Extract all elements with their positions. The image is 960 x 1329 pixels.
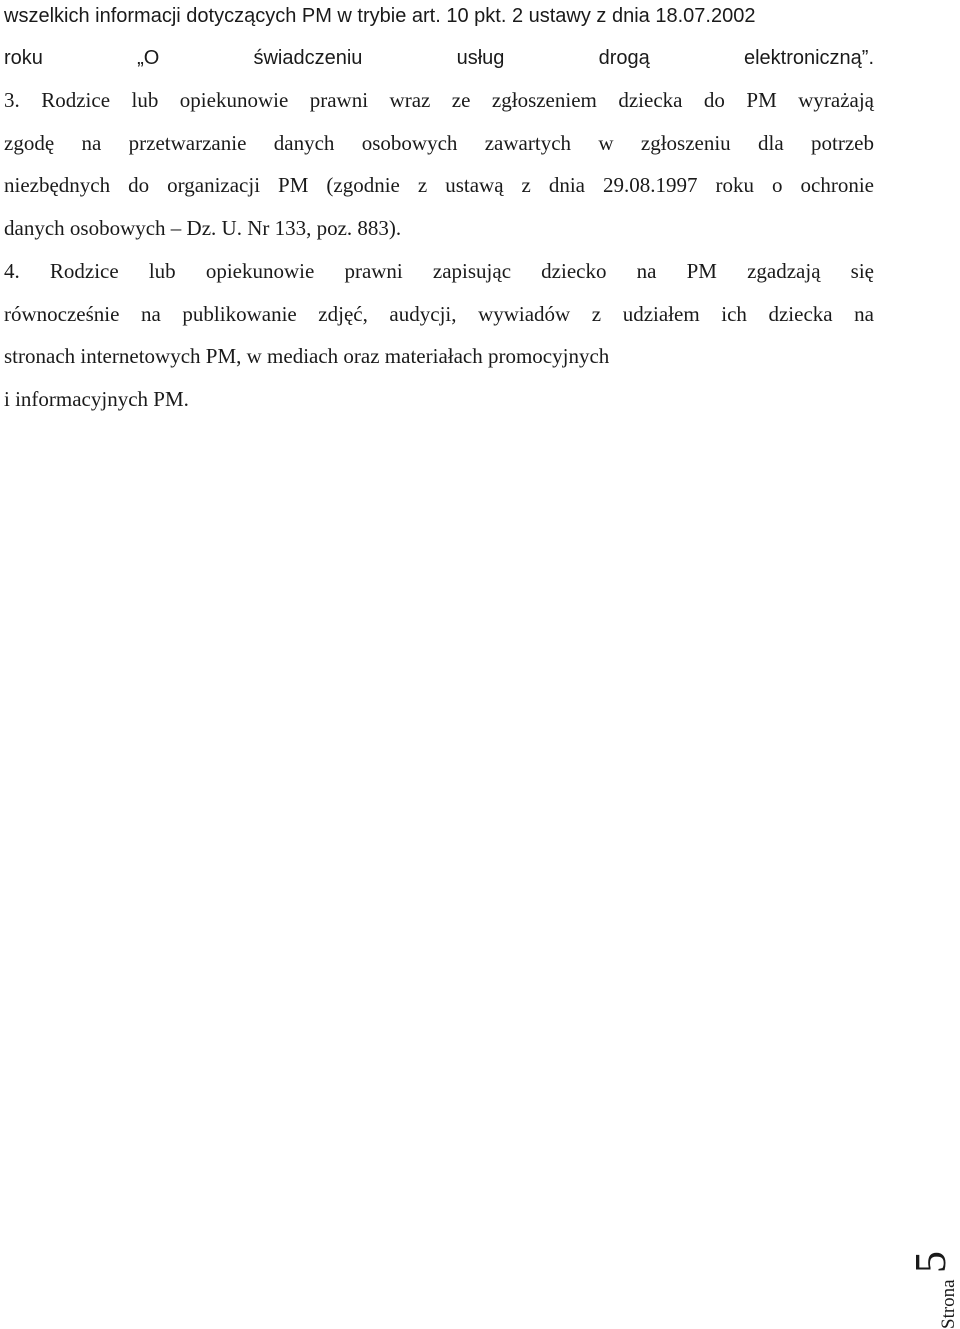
text-line-7: 4. Rodzice lub opiekunowie prawni zapisując dziecko na PM zgadzają się (4, 259, 874, 283)
page-label: Strona (938, 1279, 959, 1329)
text-line-9: stronach internetowych PM, w mediach oraz materiałach promocyjnych (4, 344, 610, 368)
page-number-group (905, 1240, 960, 1329)
page-footer (905, 1240, 960, 1329)
text-line-3: 3. Rodzice lub opiekunowie prawni wraz ze zgłoszeniem dziecka do PM wyrażają (4, 88, 874, 112)
text-line-2: roku „O świadczeniu usług drogą elektroniczną”. (4, 47, 874, 69)
text-line-1: wszelkich informacji dotyczących PM w trybie art. 10 pkt. 2 ustawy z dnia 18.07.2002 (4, 5, 756, 27)
page-number: 5 (906, 1251, 955, 1273)
text-line-4: zgodę na przetwarzanie danych osobowych zawartych w zgłoszeniu dla potrzeb (4, 131, 874, 155)
text-line-5: niezbędnych do organizacji PM (zgodnie z ustawą z dnia 29.08.1997 roku o ochronie (4, 173, 874, 197)
text-line-8: równocześnie na publikowanie zdjęć, audycji, wywiadów z udziałem ich dziecka na (4, 302, 874, 326)
text-line-6: danych osobowych – Dz. U. Nr 133, poz. 883). (4, 216, 402, 240)
text-line-10: i informacyjnych PM. (4, 387, 189, 411)
